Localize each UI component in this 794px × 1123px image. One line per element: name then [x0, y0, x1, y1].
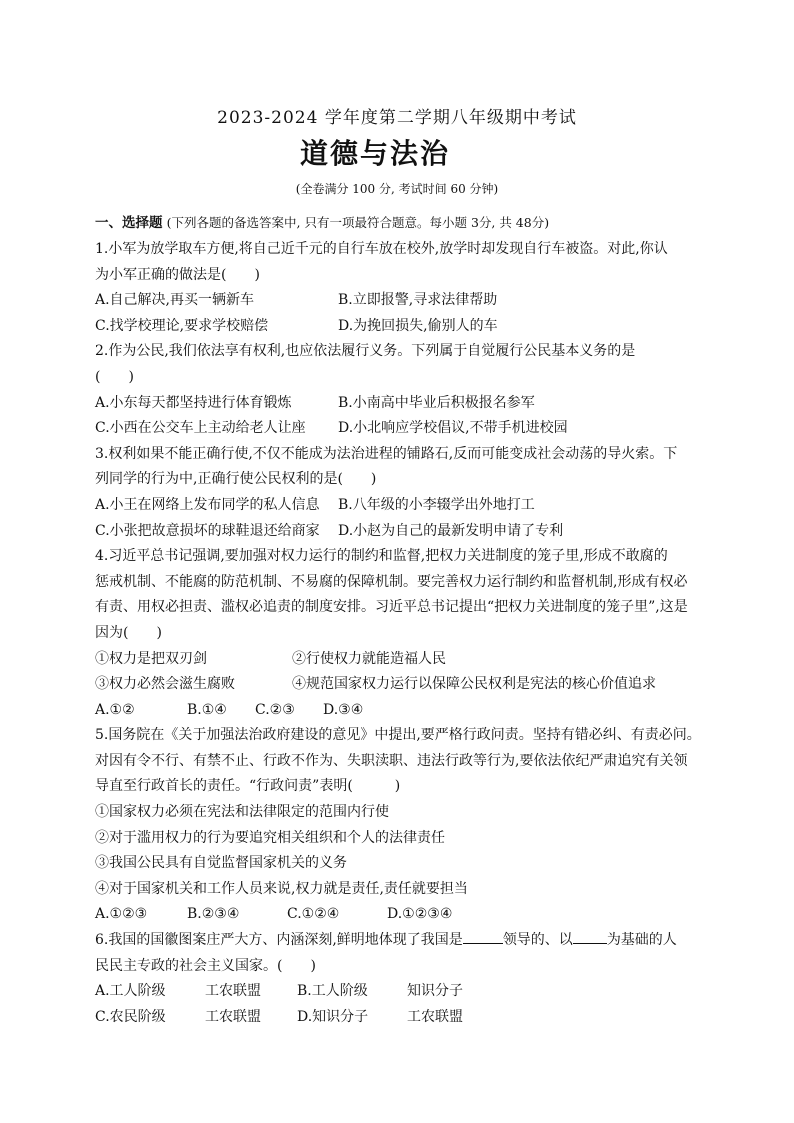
- q1-option-d[interactable]: D.为挽回损失,偷别人的车: [338, 317, 498, 334]
- section-description: (下列各题的备选答案中, 只有一项最符合题意。每小题 3分, 共 48分): [166, 215, 550, 230]
- q6-stem-part-3: 为基础的人: [606, 932, 677, 949]
- q5-option-d[interactable]: D.①②③④: [387, 906, 453, 923]
- q4-options-row: [95, 698, 705, 724]
- q1-option-b[interactable]: B.立即报警,寻求法律帮助: [338, 292, 498, 309]
- q4-stem-line-4: 因为( ): [95, 624, 162, 641]
- q1-options-row-1: [95, 288, 705, 314]
- section-heading: [95, 213, 705, 234]
- q2-options-row-2: [95, 416, 705, 442]
- q5-statement-2: ②对于滥用权力的行为要追究相关组织和个人的法律责任: [95, 829, 445, 846]
- exam-title: 2023-2024 学年度第二学期八年级期中考试: [217, 108, 577, 128]
- q6-option-a-second[interactable]: 工农联盟: [205, 983, 261, 1000]
- q6-option-a-first[interactable]: A.工人阶级: [95, 983, 166, 1000]
- q3-option-c[interactable]: C.小张把故意损坏的球鞋退还给商家: [95, 522, 320, 539]
- q2-option-d[interactable]: D.小北响应学校倡议,不带手机进校园: [338, 420, 568, 437]
- exam-note: (全卷满分 100 分, 考试时间 60 分钟): [295, 182, 499, 196]
- q6-options-row-2: [95, 1005, 705, 1031]
- q2-options-row-1: [95, 391, 705, 417]
- section-title: 一、选择题: [95, 215, 163, 231]
- subject-title: 道德与法治: [300, 137, 451, 170]
- q6-stem-part-1: 6.我国的国徽图案庄严大方、内涵深刻,鲜明地体现了我国是: [95, 932, 463, 949]
- q2-stem-line-1: 2.作为公民,我们依法享有权利,也应依法履行义务。下列属于自觉履行公民基本义务的是: [95, 343, 636, 360]
- q5-statement-1: ①国家权力必须在宪法和法律限定的范围内行使: [95, 804, 389, 821]
- q3-options-row-1: [95, 493, 705, 519]
- q2-stem-line-2: ( ): [95, 368, 134, 385]
- q6-stem-line-2: 民民主专政的社会主义国家。( ): [95, 957, 316, 974]
- q6-option-b-first[interactable]: B.工人阶级: [297, 983, 368, 1000]
- q5-statement-4: ④对于国家机关和工作人员来说,权力就是责任,责任就要担当: [95, 880, 468, 897]
- q2-option-b[interactable]: B.小南高中毕业后积极报名参军: [338, 394, 535, 411]
- q4-stem-line-3: 有责、用权必担责、滥权必追责的制度安排。习近平总书记提出“把权力关进制度的笼子里”,这是: [95, 599, 688, 616]
- q4-statement-3: ③权力必然会滋生腐败: [95, 676, 235, 693]
- q5-stem-line-1: 5.国务院在《关于加强法治政府建设的意见》中提出,要严格行政问责。坚持有错必纠、有责必问。: [95, 727, 701, 744]
- q4-stem-line-1: 4.习近平总书记强调,要加强对权力运行的制约和监督,把权力关进制度的笼子里,形成不敢腐的: [95, 548, 668, 565]
- q4-statements-row-2: [95, 672, 705, 698]
- q3-option-a[interactable]: A.小王在网络上发布同学的私人信息: [95, 496, 320, 513]
- q6-stem-line-1: [95, 928, 705, 954]
- q3-option-b[interactable]: B.八年级的小李辍学出外地打工: [338, 496, 535, 513]
- q6-option-d-second[interactable]: 工农联盟: [407, 1008, 463, 1025]
- q6-option-c-first[interactable]: C.农民阶级: [95, 1008, 166, 1025]
- q6-option-d-first[interactable]: D.知识分子: [297, 1008, 369, 1025]
- q5-stem-line-3: 导直至行政首长的责任。“行政问责”表明( ): [95, 778, 401, 795]
- q4-statement-2: ②行使权力就能造福人民: [292, 650, 446, 667]
- q3-options-row-2: [95, 519, 705, 545]
- q4-option-a[interactable]: A.①②: [95, 701, 135, 718]
- q6-option-c-second[interactable]: 工农联盟: [205, 1008, 261, 1025]
- q6-option-b-second[interactable]: 知识分子: [407, 983, 463, 1000]
- q4-option-b[interactable]: B.①④: [187, 701, 227, 718]
- q1-stem-line-2: 为小军正确的做法是( ): [95, 266, 260, 283]
- q1-options-row-2: [95, 314, 705, 340]
- q4-statements-row-1: [95, 647, 705, 673]
- q3-option-d[interactable]: D.小赵为自己的最新发明申请了专利: [338, 522, 564, 539]
- q1-option-a[interactable]: A.自己解决,再买一辆新车: [95, 292, 255, 309]
- q5-option-c[interactable]: C.①②④: [287, 906, 340, 923]
- q6-stem-part-2: 领导的、以: [502, 932, 573, 949]
- q5-option-b[interactable]: B.②③④: [187, 906, 240, 923]
- q4-option-d[interactable]: D.③④: [323, 701, 364, 718]
- q3-stem-line-1: 3.权利如果不能正确行使,不仅不能成为法治进程的铺路石,反而可能变成社会动荡的导火索。下: [95, 445, 678, 462]
- q5-option-a[interactable]: A.①②③: [95, 906, 148, 923]
- question-content: [95, 213, 705, 1030]
- q5-options-row: [95, 902, 705, 928]
- q3-stem-line-2: 列同学的行为中,正确行使公民权利的是( ): [95, 471, 377, 488]
- q4-stem-line-2: 惩戒机制、不能腐的防范机制、不易腐的保障机制。要完善权力运行制约和监督机制,形成有权必: [95, 573, 688, 590]
- q4-option-c[interactable]: C.②③: [255, 701, 295, 718]
- q4-statement-1: ①权力是把双刃剑: [95, 650, 207, 667]
- q6-blank-1: [463, 929, 503, 944]
- q1-option-c[interactable]: C.找学校理论,要求学校赔偿: [95, 317, 269, 334]
- q6-options-row-1: [95, 979, 705, 1005]
- q4-statement-4: ④规范国家权力运行以保障公民权利是宪法的核心价值追求: [292, 676, 656, 693]
- q1-stem-line-1: 1.小军为放学取车方便,将自己近千元的自行车放在校外,放学时却发现自行车被盗。对此,你认: [95, 241, 668, 257]
- q6-blank-2: [573, 929, 607, 944]
- q2-option-a[interactable]: A.小东每天都坚持进行体育锻炼: [95, 394, 292, 411]
- q5-statement-3: ③我国公民具有自觉监督国家机关的义务: [95, 855, 347, 872]
- q5-stem-line-2: 对因有令不行、有禁不止、行政不作为、失职渎职、违法行政等行为,要依法依纪严肃追究有关领: [95, 752, 688, 769]
- q2-option-c[interactable]: C.小西在公交车上主动给老人让座: [95, 420, 306, 437]
